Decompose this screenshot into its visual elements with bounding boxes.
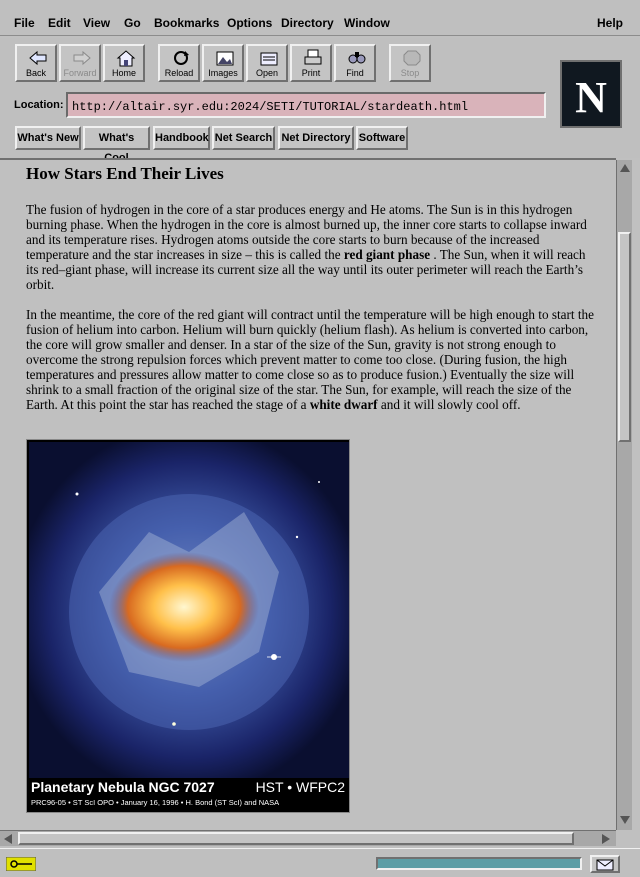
scroll-left-icon[interactable]: [4, 834, 12, 844]
scroll-down-icon[interactable]: [620, 816, 630, 824]
home-button[interactable]: [103, 44, 145, 82]
menu-bookmarks[interactable]: Bookmarks: [154, 16, 220, 30]
find-button[interactable]: [334, 44, 376, 82]
image-credit: PRC96-05 • ST ScI OPO • January 16, 1996 • H. Bond (ST ScI) and NASA: [31, 798, 280, 807]
progress-bar: [376, 857, 582, 870]
security-key-icon[interactable]: [6, 857, 36, 871]
stop-icon: [402, 49, 422, 67]
back-label: Back: [25, 68, 46, 78]
back-arrow-icon: [28, 49, 48, 67]
horizontal-scrollbar[interactable]: [0, 830, 616, 846]
stop-button[interactable]: [389, 44, 431, 82]
print-icon: [303, 49, 323, 67]
image-instrument: HST • WFPC2: [255, 779, 345, 795]
page-content: [0, 158, 616, 830]
vertical-scrollbar[interactable]: [616, 160, 632, 830]
forward-arrow-icon: [72, 49, 92, 67]
logo-letter: N: [575, 73, 607, 122]
location-input[interactable]: [66, 92, 546, 118]
software-button[interactable]: Software: [356, 126, 408, 150]
p2-text-b: and it will slowly cool off.: [377, 397, 521, 412]
whats-cool-button[interactable]: What's: [83, 126, 150, 150]
menu-help[interactable]: Help: [597, 16, 624, 30]
image-caption: Planetary Nebula NGC 7027: [31, 779, 215, 795]
find-icon: [347, 49, 367, 67]
location-label: Location:: [14, 99, 64, 111]
progress-fill: [378, 859, 580, 868]
menu-window[interactable]: Window: [344, 16, 390, 30]
menu-go[interactable]: Go: [124, 16, 141, 30]
menu-directory[interactable]: Directory: [281, 16, 334, 30]
forward-button[interactable]: [59, 44, 101, 82]
images-button[interactable]: [202, 44, 244, 82]
menu-file[interactable]: File: [14, 16, 35, 30]
menu-edit[interactable]: Edit: [48, 16, 71, 30]
reload-icon: [171, 49, 191, 67]
menu-bar: [0, 0, 640, 36]
paragraph-2: [26, 307, 596, 412]
print-button[interactable]: [290, 44, 332, 82]
open-icon: [259, 49, 279, 67]
images-label: Images: [208, 68, 238, 78]
print-label: Print: [301, 68, 321, 78]
whats-new-button[interactable]: What's New: [15, 126, 81, 150]
vertical-scroll-thumb[interactable]: [618, 232, 631, 442]
net-directory-button[interactable]: Net Directory: [278, 126, 354, 150]
status-bar: [0, 848, 640, 877]
net-search-button[interactable]: Net Search: [212, 126, 275, 150]
home-icon: [116, 49, 136, 67]
handbook-button[interactable]: Handbook: [153, 126, 210, 150]
nebula-image: [26, 439, 350, 813]
p2-text-a: In the meantime, the core of the red giant will contract until the temperature will be high enough to start the fusion of helium into carbon. Helium will burn quickly (helium flash). As helium is converted into carbon, the core will grow smaller and denser. In a star of the size of the Sun, gravity is not strong enough to overcome the strong repulsion forces which prevent matter to come too close. (During fusion, the high temperatures and pressures allow matter to come close so as to produce fusion.) Eventually the size will shrink to a small fraction of the original size of the star. The Sun, for example, will reach the size of the Earth. At this point the star has reached the stage of a: [26, 307, 594, 412]
red-giant-phase-term: red giant phase: [343, 247, 431, 262]
white-dwarf-term: white dwarf: [309, 397, 378, 412]
menu-options[interactable]: Options: [227, 16, 273, 30]
paragraph-1: [26, 202, 596, 292]
open-button[interactable]: [246, 44, 288, 82]
scroll-right-icon[interactable]: [602, 834, 610, 844]
back-button[interactable]: [15, 44, 57, 82]
netscape-logo[interactable]: [560, 60, 622, 128]
reload-button[interactable]: [158, 44, 200, 82]
forward-label: Forward: [63, 68, 97, 78]
mail-button[interactable]: [590, 855, 620, 873]
horizontal-scroll-thumb[interactable]: [18, 832, 574, 845]
p1-text-a: The fusion of hydrogen in the core of a star produces energy and He atoms. The Sun is in this hydrogen burning phase. When the hydrogen in the core is almost burned up, the inner core starts to collapse inward and its temperature rises. Hydrogen atoms outside the core starts to burn because of the increased temperature and the star increases in size – this is called the: [26, 202, 587, 262]
reload-label: Reload: [164, 68, 194, 78]
stop-label: Stop: [400, 68, 420, 78]
scroll-up-icon[interactable]: [620, 164, 630, 172]
open-label: Open: [255, 68, 279, 78]
mail-icon: [592, 858, 618, 872]
find-label: Find: [346, 68, 364, 78]
p1-text-b: . The Sun, when it will reach its red–giant phase, will increase its current size all the way until its outer perimeter will reach the Earth’s orbit.: [26, 247, 586, 292]
toolbar: [0, 38, 640, 158]
article: [26, 164, 596, 427]
home-label: Home: [111, 68, 136, 78]
menu-view[interactable]: View: [83, 16, 111, 30]
images-icon: [215, 49, 235, 67]
nebula-picture: [29, 442, 349, 778]
page-title: How Stars End Their Lives: [26, 164, 224, 183]
